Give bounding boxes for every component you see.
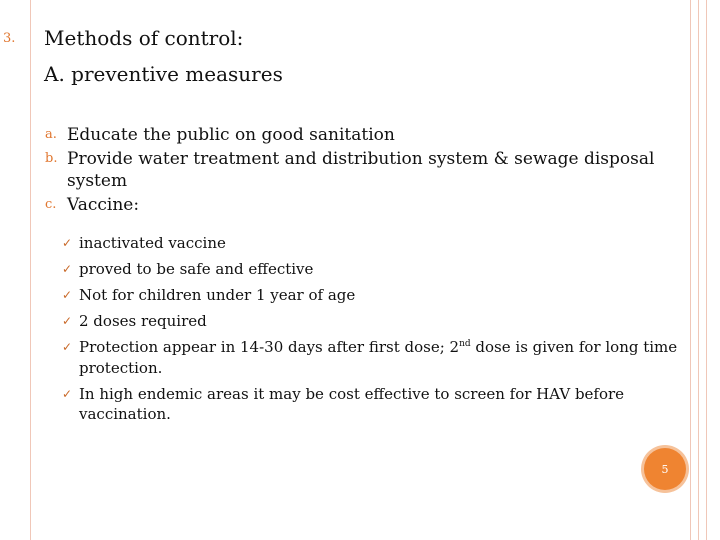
vaccine-point-text: proved to be safe and effective [79,260,314,278]
protection-text-start: Protection appear in 14-30 days after first dose; 2 [79,338,460,356]
page-number-badge: 5 [644,448,686,490]
vaccine-point [62,384,692,425]
right-border-line-3 [706,0,707,540]
checkmark-icon: ✓ [62,236,73,250]
list-marker: c. [45,197,57,212]
vaccine-point-text: inactivated vaccine [79,234,226,252]
measure-text: Educate the public on good sanitation [67,125,395,145]
slide-title: Methods of control: [44,26,244,50]
vaccine-point-text: Not for children under 1 year of age [79,286,356,304]
vaccine-point-text: In high endemic areas it may be cost effective to screen for HAV before vaccination. [79,384,625,423]
measure-text: Vaccine: [67,195,140,215]
protection-text-end: dose is given for long time protection. [79,338,678,377]
measure-text: Provide water treatment and distribution system & sewage disposal system [67,149,655,191]
vaccine-point [62,311,692,332]
vaccine-point [62,259,692,280]
section-number: 3. [3,31,16,46]
vaccine-point-text: 2 doses required [79,312,207,330]
checkmark-icon: ✓ [62,288,73,302]
measures-list [45,124,665,218]
checkmark-icon: ✓ [62,262,73,276]
left-border-line [30,0,31,540]
slide-subtitle: A. preventive measures [44,62,283,86]
vaccine-point [62,285,692,306]
vaccine-point [62,337,692,378]
vaccine-points-list [62,233,692,425]
checkmark-icon: ✓ [62,386,73,401]
measure-item-b [45,148,665,192]
list-marker: a. [45,127,57,142]
checkmark-icon: ✓ [62,340,73,354]
measure-item-c [45,194,665,216]
ordinal-suffix: nd [459,339,471,349]
measure-item-a [45,124,665,146]
right-border-line-2 [698,0,699,540]
checkmark-icon: ✓ [62,314,73,328]
list-marker: b. [45,151,58,166]
vaccine-point [62,233,692,254]
vaccine-point-text [79,338,677,377]
